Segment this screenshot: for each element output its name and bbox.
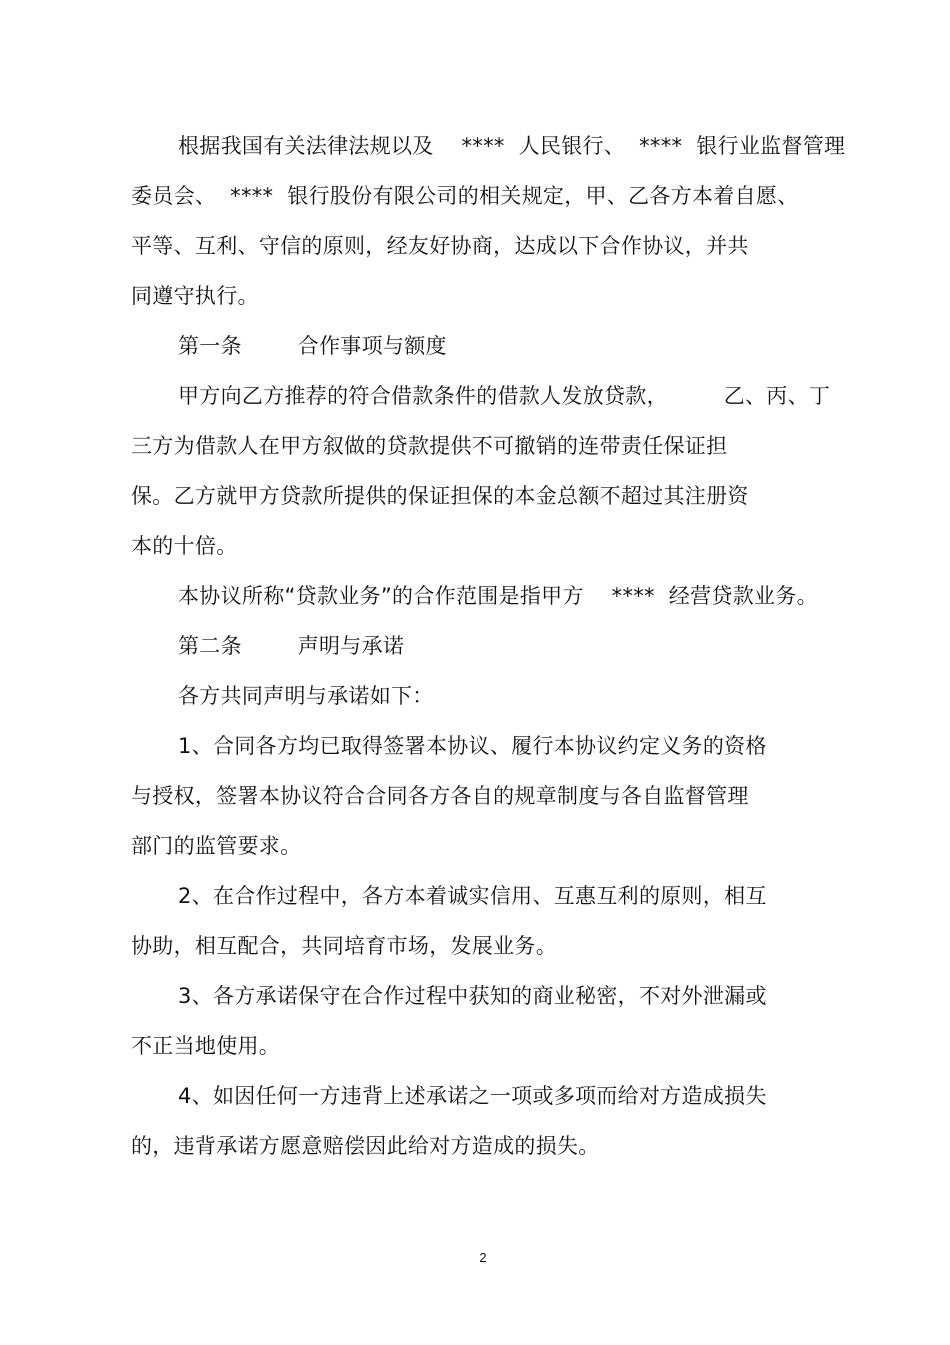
clause-1-line-2: 与授权，签署本协议符合合同各方各自的规章制度与各自监督管理 [131,784,749,808]
paragraph-intro-line-4: 同遵守执行。 [131,284,259,308]
clause-3-line-2: 不正当地使用。 [131,1034,281,1058]
clause-1-line-3: 部门的监管要求。 [131,834,302,858]
article-2-intro: 各方共同声明与承诺如下： [178,684,434,708]
page-number: 2 [479,1250,487,1265]
paragraph-intro-line-1: 根据我国有关法律法规以及 **** 人民银行、 **** 银行业监督管理 [178,134,846,158]
clause-2-line-2: 协助，相互配合，共同培育市场，发展业务。 [131,934,557,958]
clause-4-line-2: 的，违背承诺方愿意赔偿因此给对方造成的损失。 [131,1134,600,1158]
article-1-paragraph-line-3: 保。乙方就甲方贷款所提供的保证担保的本金总额不超过其注册资 [131,484,749,508]
clause-3-line-1: 3、各方承诺保守在合作过程中获知的商业秘密，不对外泄漏或 [178,984,767,1008]
article-1-paragraph-line-1: 甲方向乙方推荐的符合借款条件的借款人发放贷款， 乙、丙、丁 [178,384,831,408]
scope-paragraph: 本协议所称“贷款业务”的合作范围是指甲方 **** 经营贷款业务。 [178,584,818,608]
article-1-paragraph-line-2: 三方为借款人在甲方叙做的贷款提供不可撤销的连带责任保证担 [131,434,728,458]
paragraph-intro-line-2: 委员会、 **** 银行股份有限公司的相关规定，甲、乙各方本着自愿、 [131,184,799,208]
article-2-heading: 第二条 声明与承诺 [178,634,405,658]
clause-2-line-1: 2、在合作过程中，各方本着诚实信用、互惠互利的原则，相互 [178,884,767,908]
clause-4-line-1: 4、如因任何一方违背上述承诺之一项或多项而给对方造成损失 [178,1084,767,1108]
clause-1-line-1: 1、合同各方均已取得签署本协议、履行本协议约定义务的资格 [178,734,767,758]
article-1-heading: 第一条 合作事项与额度 [178,334,447,358]
paragraph-intro-line-3: 平等、互利、守信的原则，经友好协商，达成以下合作协议，并共 [131,234,749,258]
article-1-paragraph-line-4: 本的十倍。 [131,534,238,558]
